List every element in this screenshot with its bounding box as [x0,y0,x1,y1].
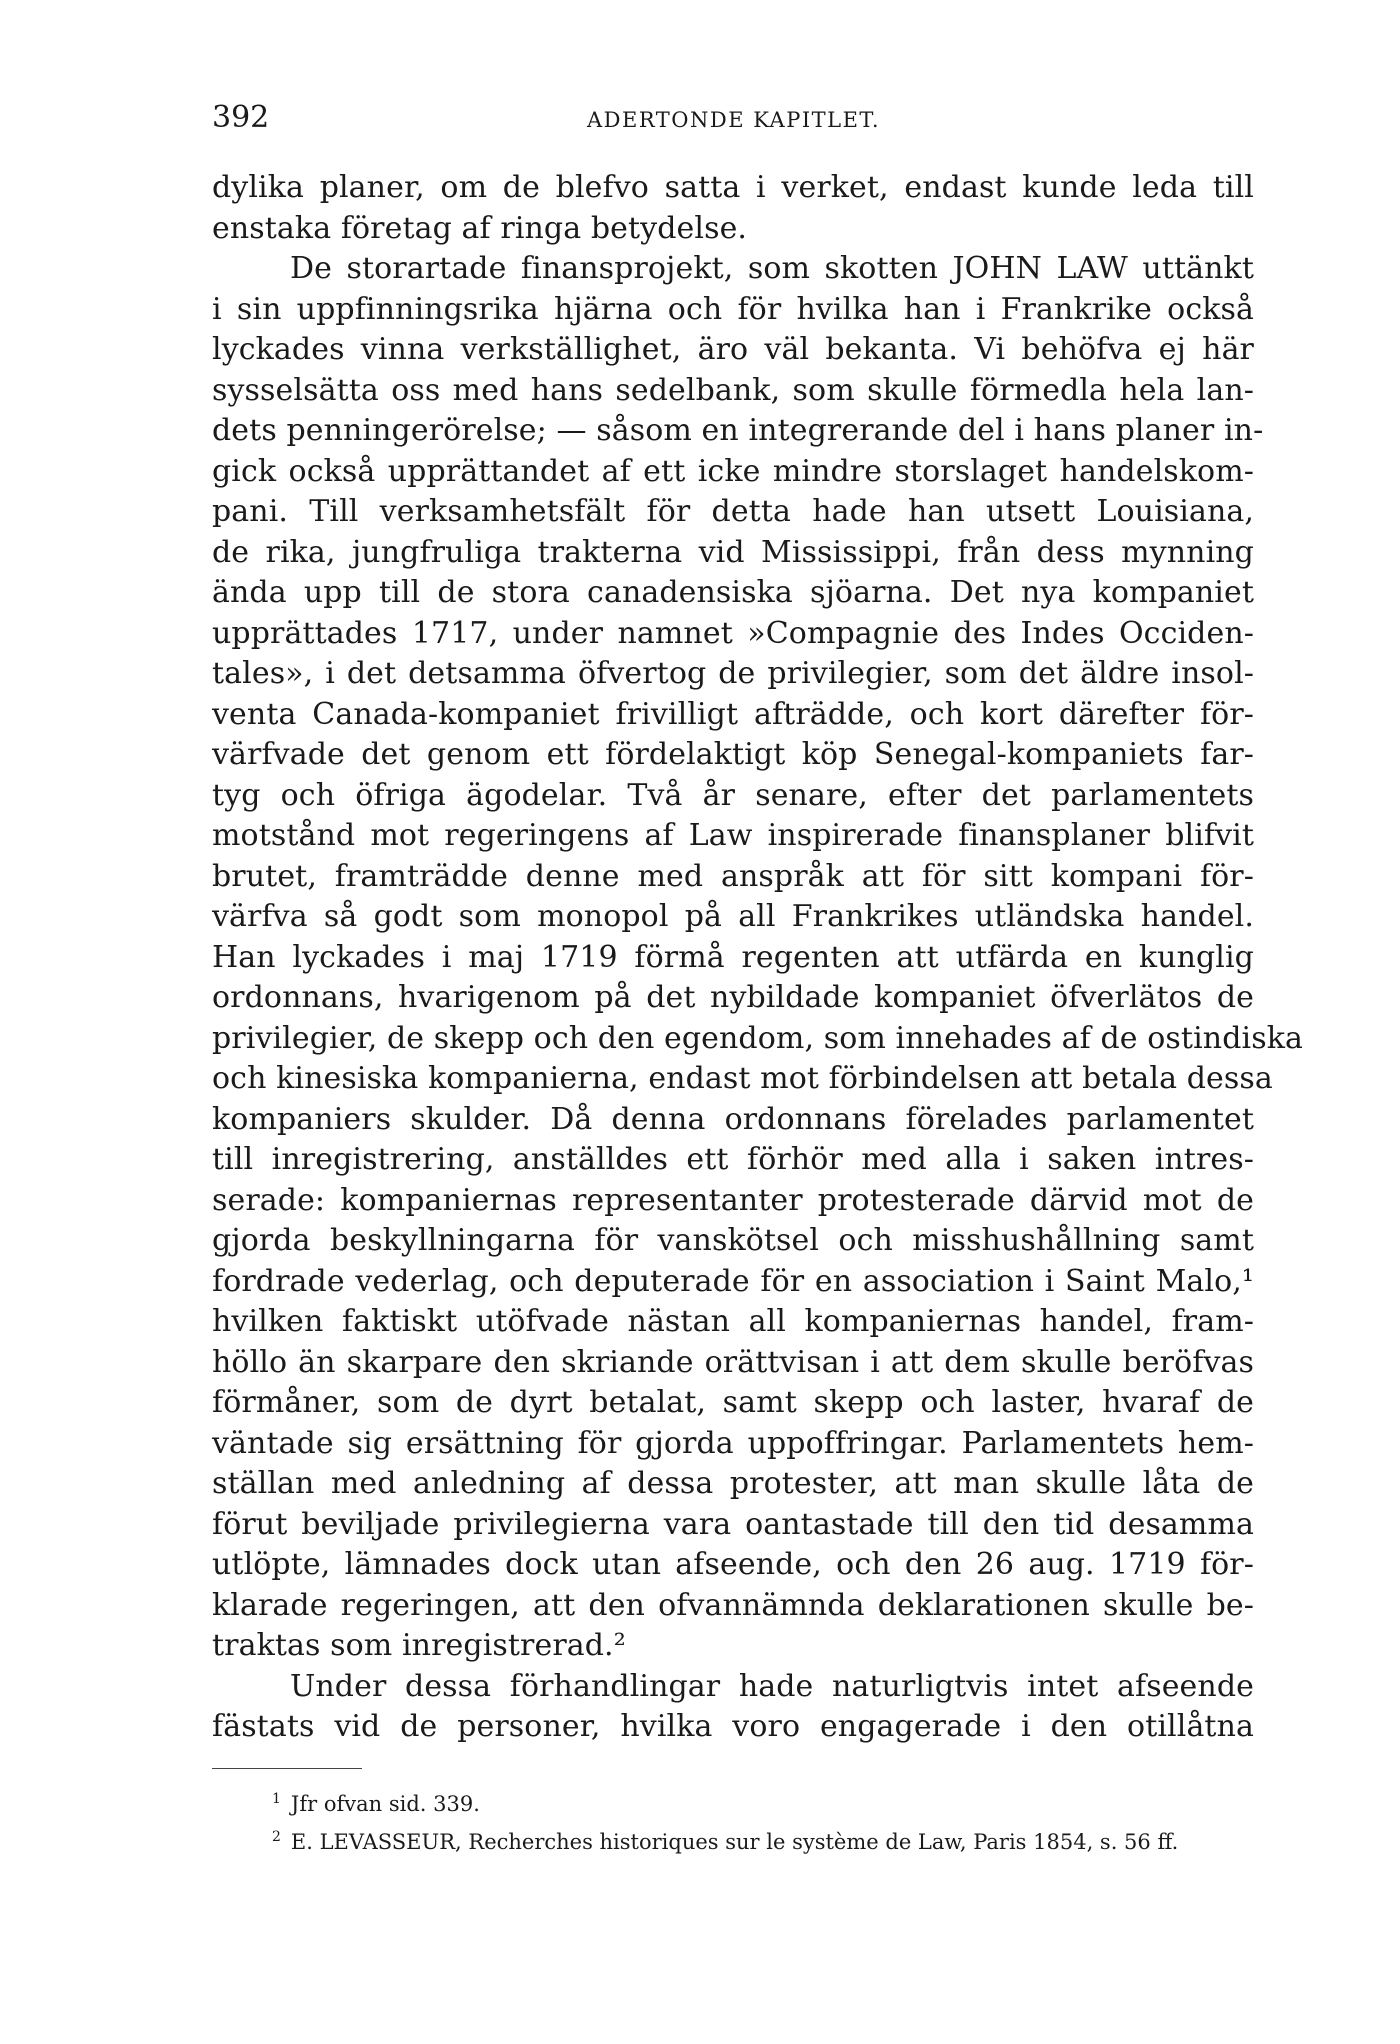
text-line: lyckades vinna verkställighet, äro väl bekanta. Vi behöfva ej här [212,332,1254,367]
text-line: brutet, framträdde denne med anspråk att för sitt kompani för- [212,858,1254,894]
text-line: fordrade vederlag, och deputerade för en association i Saint Malo,¹ [212,1263,1254,1299]
footnote-mark: 1 [272,1790,281,1807]
footnotes [212,1783,1254,1859]
text-line: ända upp till de stora canadensiska sjöarna. Det nya kompaniet [212,575,1254,610]
text-line: enstaka företag af ringa betydelse. [212,210,748,246]
text-line: hvilken faktiskt utöfvade nästan all kompaniernas handel, fram- [212,1304,1254,1339]
text-line: de rika, jungfruliga trakterna vid Mississippi, från dess mynning [212,534,1254,570]
text-line: dylika planer, om de blefvo satta i verket, endast kunde leda till [212,170,1254,205]
text-line: fästats vid de personer, hvilka voro engagerade i den otillåtna [212,1709,1254,1744]
footnote-text: E. LEVASSEUR, Recherches historiques sur le système de Law, Paris 1854, s. 56 ff. [290,1829,1179,1854]
footnote [212,1783,1254,1821]
text-line: höllo än skarpare den skriande orättvisan i att dem skulle beröfvas [212,1344,1254,1380]
body-text [212,168,1303,1748]
page-number: 392 [212,100,270,135]
text-line: De storartade finansprojekt, som skotten JOHN LAW uttänkt [290,251,1254,286]
text-line: kompaniers skulder. Då denna ordonnans förelades parlamentet [212,1101,1254,1137]
text-line: tales», i det detsamma öfvertog de privilegier, som det äldre insol- [212,656,1254,691]
footnote-mark: 2 [272,1828,281,1845]
text-line: värfva så godt som monopol på all Frankrikes utländska handel. [212,899,1254,934]
text-line: privilegier, de skepp och den egendom, som innehades af de ostindiska [212,1020,1303,1056]
text-line: tyg och öfriga ägodelar. Två år senare, efter det parlamentets [212,777,1254,813]
running-head: ADERTONDE KAPITLET. [587,108,881,132]
text-line: pani. Till verksamhetsfält för detta hade han utsett Louisiana, [212,494,1254,529]
book-page [212,100,1303,1859]
text-line: förut beviljade privilegierna vara oantastade till den tid desamma [212,1506,1254,1542]
text-line: traktas som inregistrerad.² [212,1628,626,1663]
text-line: förmåner, som de dyrt betalat, samt skepp och laster, hvaraf de [212,1385,1254,1420]
text-line: ordonnans, hvarigenom på det nybildade kompaniet öfverlätos de [212,980,1254,1015]
text-line: till inregistrering, anställdes ett förhör med alla i saken intres- [212,1142,1254,1177]
text-line: Han lyckades i maj 1719 förmå regenten att utfärda en kunglig [212,939,1254,975]
text-line: venta Canada-kompaniet frivilligt afträdde, och kort därefter för- [212,696,1254,732]
text-line: motstånd mot regeringens af Law inspirerade finansplaner blifvit [212,818,1254,853]
text-line: värfvade det genom ett fördelaktigt köp Senegal-kompaniets far- [212,737,1254,772]
text-line: klarade regeringen, att den ofvannämnda deklarationen skulle be- [212,1587,1254,1623]
text-line: sysselsätta oss med hans sedelbank, som skulle förmedla hela lan- [212,372,1254,408]
text-line: dets penningerörelse; — såsom en integrerande del i hans planer in- [212,413,1264,448]
page-header [212,100,1254,148]
text-line: gjorda beskyllningarna för vanskötsel och misshushållning samt [212,1223,1254,1258]
text-line: gick också upprättandet af ett icke mindre storslaget handelskom- [212,453,1254,489]
footnote-text: Jfr ofvan sid. 339. [290,1791,480,1816]
text-line: och kinesiska kompanierna, endast mot förbindelsen att betala dessa [212,1061,1273,1096]
text-line: ställan med anledning af dessa protester, att man skulle låta de [212,1466,1254,1501]
text-line: Under dessa förhandlingar hade naturligtvis intet afseende [290,1668,1254,1704]
footnote-divider [212,1768,362,1769]
text-line: serade: kompaniernas representanter protesterade därvid mot de [212,1182,1254,1218]
text-line: i sin uppfinningsrika hjärna och för hvilka han i Frankrike också [212,291,1254,327]
text-line: upprättades 1717, under namnet »Compagnie des Indes Occiden- [212,615,1254,651]
text-line: väntade sig ersättning för gjorda uppoffringar. Parlamentets hem- [212,1425,1254,1461]
text-line: utlöpte, lämnades dock utan afseende, och den 26 aug. 1719 för- [212,1547,1254,1582]
footnote [212,1821,1254,1859]
